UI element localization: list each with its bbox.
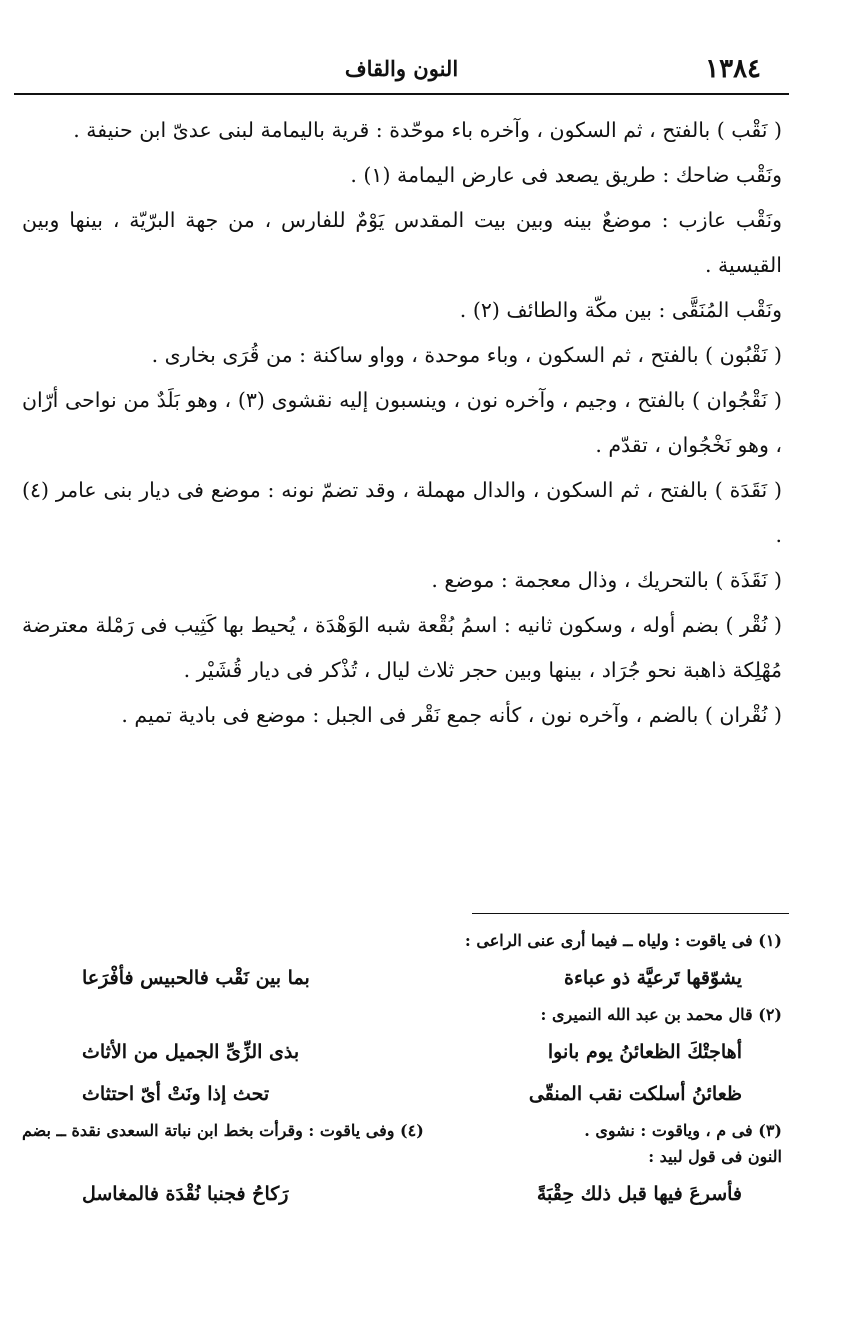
verse-hemistich-1: أهاجتْكَ الظعائنُ يوم بانوا [547,1041,742,1063]
entry-naqb: ( نَقْب ) بالفتح ، ثم السكون ، وآخره باء موحّدة : قرية باليمامة لبنى عدىّ ابن حنيفة . [73,118,782,142]
footnote-4-continued: النون فى قول لبيد : [648,1147,782,1166]
running-head: النون والقاف [344,56,459,81]
entry-nuqran: ( نُقْران ) بالضم ، وآخره نون ، كأنه جمع نَقْر فى الجبل : موضع فى بادية تميم . [121,703,782,727]
entry-naqda: ( نَقَدَة ) بالفتح ، ثم السكون ، والدال مهملة ، وقد تضمّ نونه : موضع فى ديار بنى عامر (٤) . [22,478,782,547]
footnote-3: (٣) فى م ، وياقوت : نشوى . [584,1121,782,1140]
verse-hemistich-2: رَكاحُ فجنبا نُقْدَة فالمغاسل [82,1183,289,1205]
footnote-2-verse-2 [82,1076,742,1112]
entry-naqadha: ( نَقَذَة ) بالتحريك ، وذال معجمة : موضع . [431,568,782,592]
footnote-1-verse [82,960,742,996]
footnotes-3-4 [22,1118,782,1144]
entry-naqb-azib: ونَقْب عازب : موضعٌ بينه وبين بيت المقدس يَوْمٌ للفارس ، من جهة البرّيّة ، بينها وبين القيسية . [22,208,782,277]
footnote-4: (٤) وفى ياقوت : وقرأت بخط ابن نباتة السعدى نقدة ــ بضم [22,1121,424,1140]
page-number: ١٣٨٤ [705,54,761,84]
verse-hemistich-1: ظعائنُ أسلكت نقب المنقّى [528,1083,742,1105]
verse-hemistich-2: تحث إذا ونَتْ أىّ احتثاث [82,1083,270,1105]
verse-hemistich-1: فأسرعَ فيها قبل ذلك حِقْبَةً [536,1183,742,1205]
footnote-1: (١) فى ياقوت : ولياه ــ فيما أرى عنى الراعى : [464,931,782,950]
footnote-rule [472,913,789,914]
header-rule [14,93,789,95]
footnotes [22,928,782,1218]
entry-naqb-dahik: ونَقْب ضاحك : طريق يصعد فى عارض اليمامة (١) . [350,163,782,187]
footnote-2: (٢) قال محمد بن عبد الله النميرى : [540,1005,782,1024]
footnote-2-verse-1 [82,1034,742,1070]
verse-hemistich-2: بما بين نَقْب فالحبيس فأفْرَعا [82,967,310,989]
main-text [22,108,782,738]
entry-nuqr: ( نُقْر ) بضم أوله ، وسكون ثانيه : اسمُ بُقْعة شبه الوَهْدَة ، يُحيط بها كَثِيب فى رَمْلة معترضة مُهْلِكة ذاهبة نحو جُرَاد ، بينها وبين حجر ثلاث ليال ، تُذْكر فى ديار قُشَيْر . [22,613,782,682]
page-header [14,50,789,92]
entry-naqbun: ( نَقْبُون ) بالفتح ، ثم السكون ، وباء موحدة ، وواو ساكنة : من قُرَى بخارى . [151,343,782,367]
footnote-4-verse [82,1176,742,1212]
entry-naqb-munaqqa: ونَقْب المُنَقَّى : بين مكّة والطائف (٢) . [459,298,782,322]
verse-hemistich-2: بذى الزِّىِّ الجميل من الأثاث [82,1041,300,1063]
verse-hemistich-1: يشوّقها تَرعيَّة ذو عباءة [564,967,742,989]
entry-naqjuwan: ( نَقْجُوان ) بالفتح ، وجيم ، وآخره نون ، وينسبون إليه نقشوى (٣) ، وهو بَلَدٌ من نواحى أرّان ، وهو نَخْجُوان ، تقدّم . [22,388,782,457]
